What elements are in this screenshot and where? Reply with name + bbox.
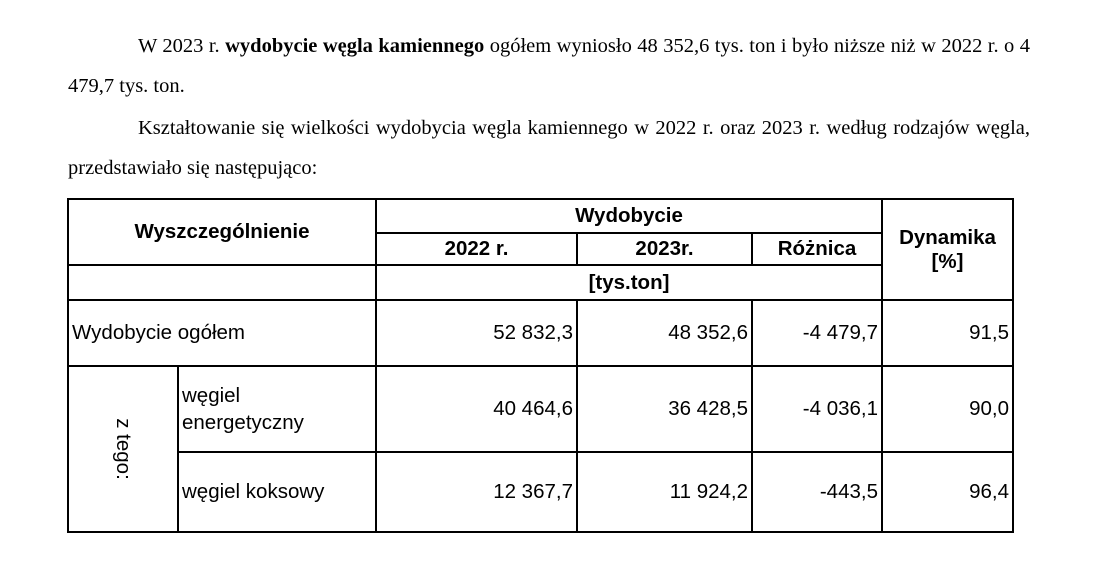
table-row	[68, 452, 1013, 532]
paragraph-1-rest: ogółem wyniosło 48 352,6 tys. ton i było niższe niż w 2022 r. o 4 479,7 tys. ton.	[68, 35, 1030, 97]
row-label-line-2: energetyczny	[182, 411, 304, 434]
row-label: węgiel koksowy	[178, 452, 376, 532]
header-wyszczegolnienie: Wyszczególnienie	[68, 199, 376, 265]
row-value-2023: 36 428,5	[577, 366, 752, 452]
z-tego-label	[68, 366, 178, 532]
row-diff: -4 036,1	[752, 366, 882, 452]
header-roznica: Różnica	[752, 233, 882, 265]
header-dynamika	[882, 199, 1013, 300]
paragraph-1-bold: wydobycie węgla kamiennego	[225, 35, 485, 57]
table-row	[68, 300, 1013, 366]
row-label	[178, 366, 376, 452]
row-label-line-1: węgiel	[182, 384, 241, 407]
header-spacer	[68, 265, 376, 300]
row-value-2022: 52 832,3	[376, 300, 577, 366]
row-dynamika: 90,0	[882, 366, 1013, 452]
header-unit: [tys.ton]	[376, 265, 882, 300]
row-diff: -443,5	[752, 452, 882, 532]
row-diff: -4 479,7	[752, 300, 882, 366]
paragraph-2: Kształtowanie się wielkości wydobycia węgla kamiennego w 2022 r. oraz 2023 r. według rodzajów węgla, przedstawiało się następująco:	[68, 117, 1030, 179]
row-value-2023: 48 352,6	[577, 300, 752, 366]
header-2022: 2022 r.	[376, 233, 577, 265]
row-value-2023: 11 924,2	[577, 452, 752, 532]
header-dynamika-unit: [%]	[931, 249, 964, 273]
row-value-2022: 40 464,6	[376, 366, 577, 452]
row-dynamika: 91,5	[882, 300, 1013, 366]
header-2023: 2023r.	[577, 233, 752, 265]
row-value-2022: 12 367,7	[376, 452, 577, 532]
z-tego-text: z tego:	[111, 418, 135, 480]
header-wydobycie: Wydobycie	[376, 199, 882, 233]
coal-production-table	[67, 198, 1014, 533]
row-dynamika: 96,4	[882, 452, 1013, 532]
table-row	[68, 366, 1013, 452]
row-label: Wydobycie ogółem	[68, 300, 376, 366]
paragraph-1	[68, 26, 1030, 106]
paragraph-1-intro: W 2023 r.	[138, 35, 226, 57]
header-dynamika-label: Dynamika	[899, 225, 996, 249]
